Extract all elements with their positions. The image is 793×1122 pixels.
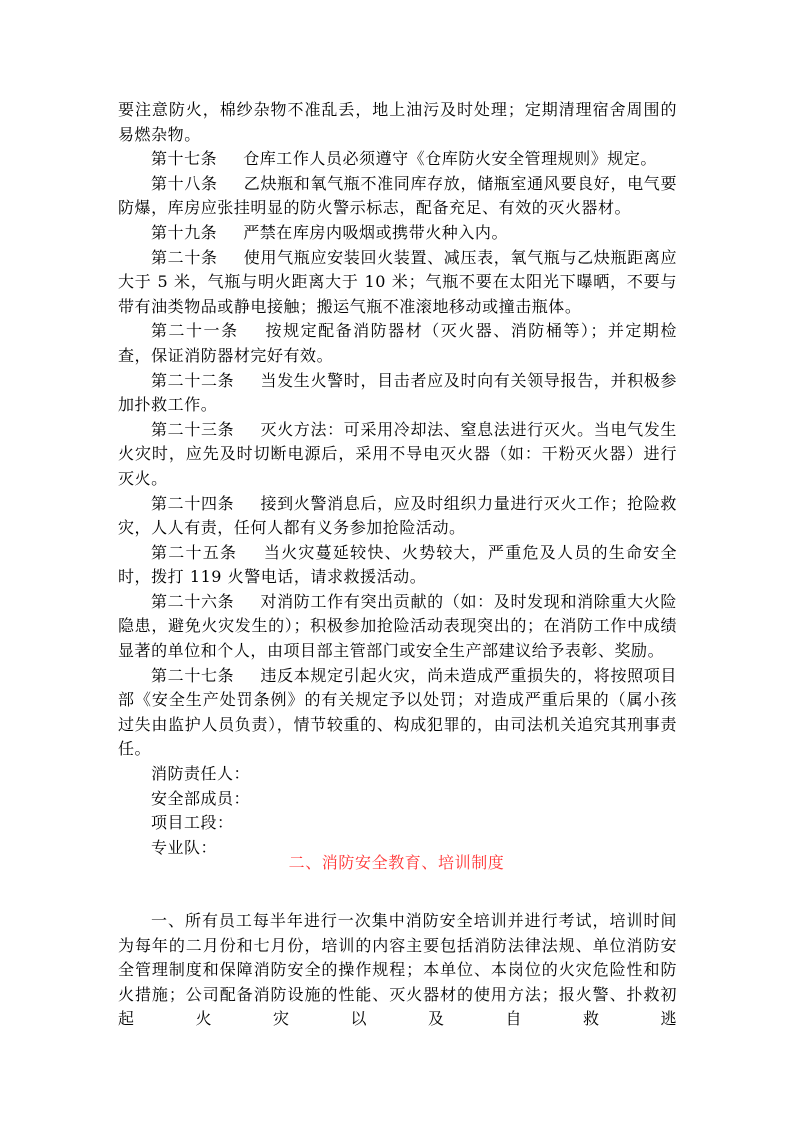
article-text: 对消防工作有突出贡献的（如：及时发现和消除重大火险隐患，避免火灾发生的）；积极参加抢险活动表现突出的；在消防工作中成绩显著的单位和个人，由项目部主管部门或安全生产部建议给予表彰、奖励。 <box>118 591 677 661</box>
article-26 <box>118 590 677 664</box>
article-text: 违反本规定引起火灾，尚未造成严重损失的，将按照项目部《安全生产处罚条例》的有关规定予以处罚；对造成严重后果的（属小孩过失由监护人员负责），情节较重的、构成犯罪的，由司法机关追究其刑事责任。 <box>118 665 677 759</box>
article-number: 第十八条 <box>151 173 218 193</box>
article-number: 第二十七条 <box>151 665 235 685</box>
article-number: 第二十四条 <box>151 493 235 513</box>
signature-safety-members: 安全部成员： <box>151 788 251 808</box>
article-21 <box>118 319 677 368</box>
continuation-paragraph: 要注意防火，棉纱杂物不准乱丢，地上油污及时处理；定期清理宿舍周围的易燃杂物。 <box>118 100 677 144</box>
article-number: 第二十条 <box>151 247 218 267</box>
article-text: 当发生火警时，目击者应及时向有关领导报告，并积极参加扑救工作。 <box>118 370 677 415</box>
section-heading: 二、消防安全教育、培训制度 <box>288 853 505 872</box>
article-number: 第二十六条 <box>151 591 235 611</box>
article-number: 第二十一条 <box>151 321 239 341</box>
article-19 <box>118 221 677 246</box>
section-body <box>118 909 677 1032</box>
article-text: 乙炔瓶和氧气瓶不准同库存放，储瓶室通风要良好，电气要防爆，库房应张挂明显的防火警示标志，配备充足、有效的灭火器材。 <box>118 173 677 218</box>
article-23 <box>118 418 677 492</box>
article-number: 第二十五条 <box>151 542 238 562</box>
article-18 <box>118 172 677 221</box>
document-body <box>118 98 677 860</box>
article-text: 使用气瓶应安装回火装置、减压表，氧气瓶与乙炔瓶距离应大于 5 米，气瓶与明火距离大于 10 米；气瓶不要在太阳光下曝晒，不要与带有油类物品或静电接触；搬运气瓶不准滚地移动或撞击瓶体。 <box>118 247 677 316</box>
article-22 <box>118 369 677 418</box>
article-number: 第二十二条 <box>151 370 235 390</box>
signature-fire-responsible: 消防责任人： <box>151 764 251 784</box>
article-27 <box>118 664 677 762</box>
signature-professional-team: 专业队： <box>151 837 218 857</box>
article-text: 接到火警消息后，应及时组织力量进行灭火工作；抢险救灾，人人有责，任何人都有义务参加抢险活动。 <box>118 493 677 538</box>
article-text: 严禁在库房内吸烟或携带火种入内。 <box>243 222 509 242</box>
article-24 <box>118 492 677 541</box>
article-17 <box>118 147 677 172</box>
article-number: 第十九条 <box>151 222 218 242</box>
article-text: 仓库工作人员必须遵守《仓库防火安全管理规则》规定。 <box>243 149 657 169</box>
signature-project-section: 项目工段： <box>151 813 234 833</box>
article-number: 第十七条 <box>151 149 218 169</box>
article-25 <box>118 541 677 590</box>
article-text: 按规定配备消防器材（灭火器、消防桶等）；并定期检查，保证消防器材完好有效。 <box>118 321 677 365</box>
article-20 <box>118 246 677 320</box>
article-text: 灭火方法：可采用冷却法、窒息法进行灭火。当电气发生火灾时，应先及时切断电源后，采用不导电灭火器（如：干粉灭火器）进行灭火。 <box>118 419 677 488</box>
article-number: 第二十三条 <box>151 419 235 439</box>
training-paragraph-1: 一、所有员工每半年进行一次集中消防安全培训并进行考试，培训时间为每年的二月份和七月份，培训的内容主要包括消防法律法规、单位消防安全管理制度和保障消防安全的操作规程；本单位、本岗位的火灾危险性和防火措施；公司配备消防设施的性能、灭火器材的使用方法；报火警、扑救初起火灾以及自救逃 <box>118 911 677 1029</box>
article-text: 当火灾蔓延较快、火势较大，严重危及人员的生命安全时，拨打 119 火警电话，请求救援活动。 <box>118 542 677 587</box>
